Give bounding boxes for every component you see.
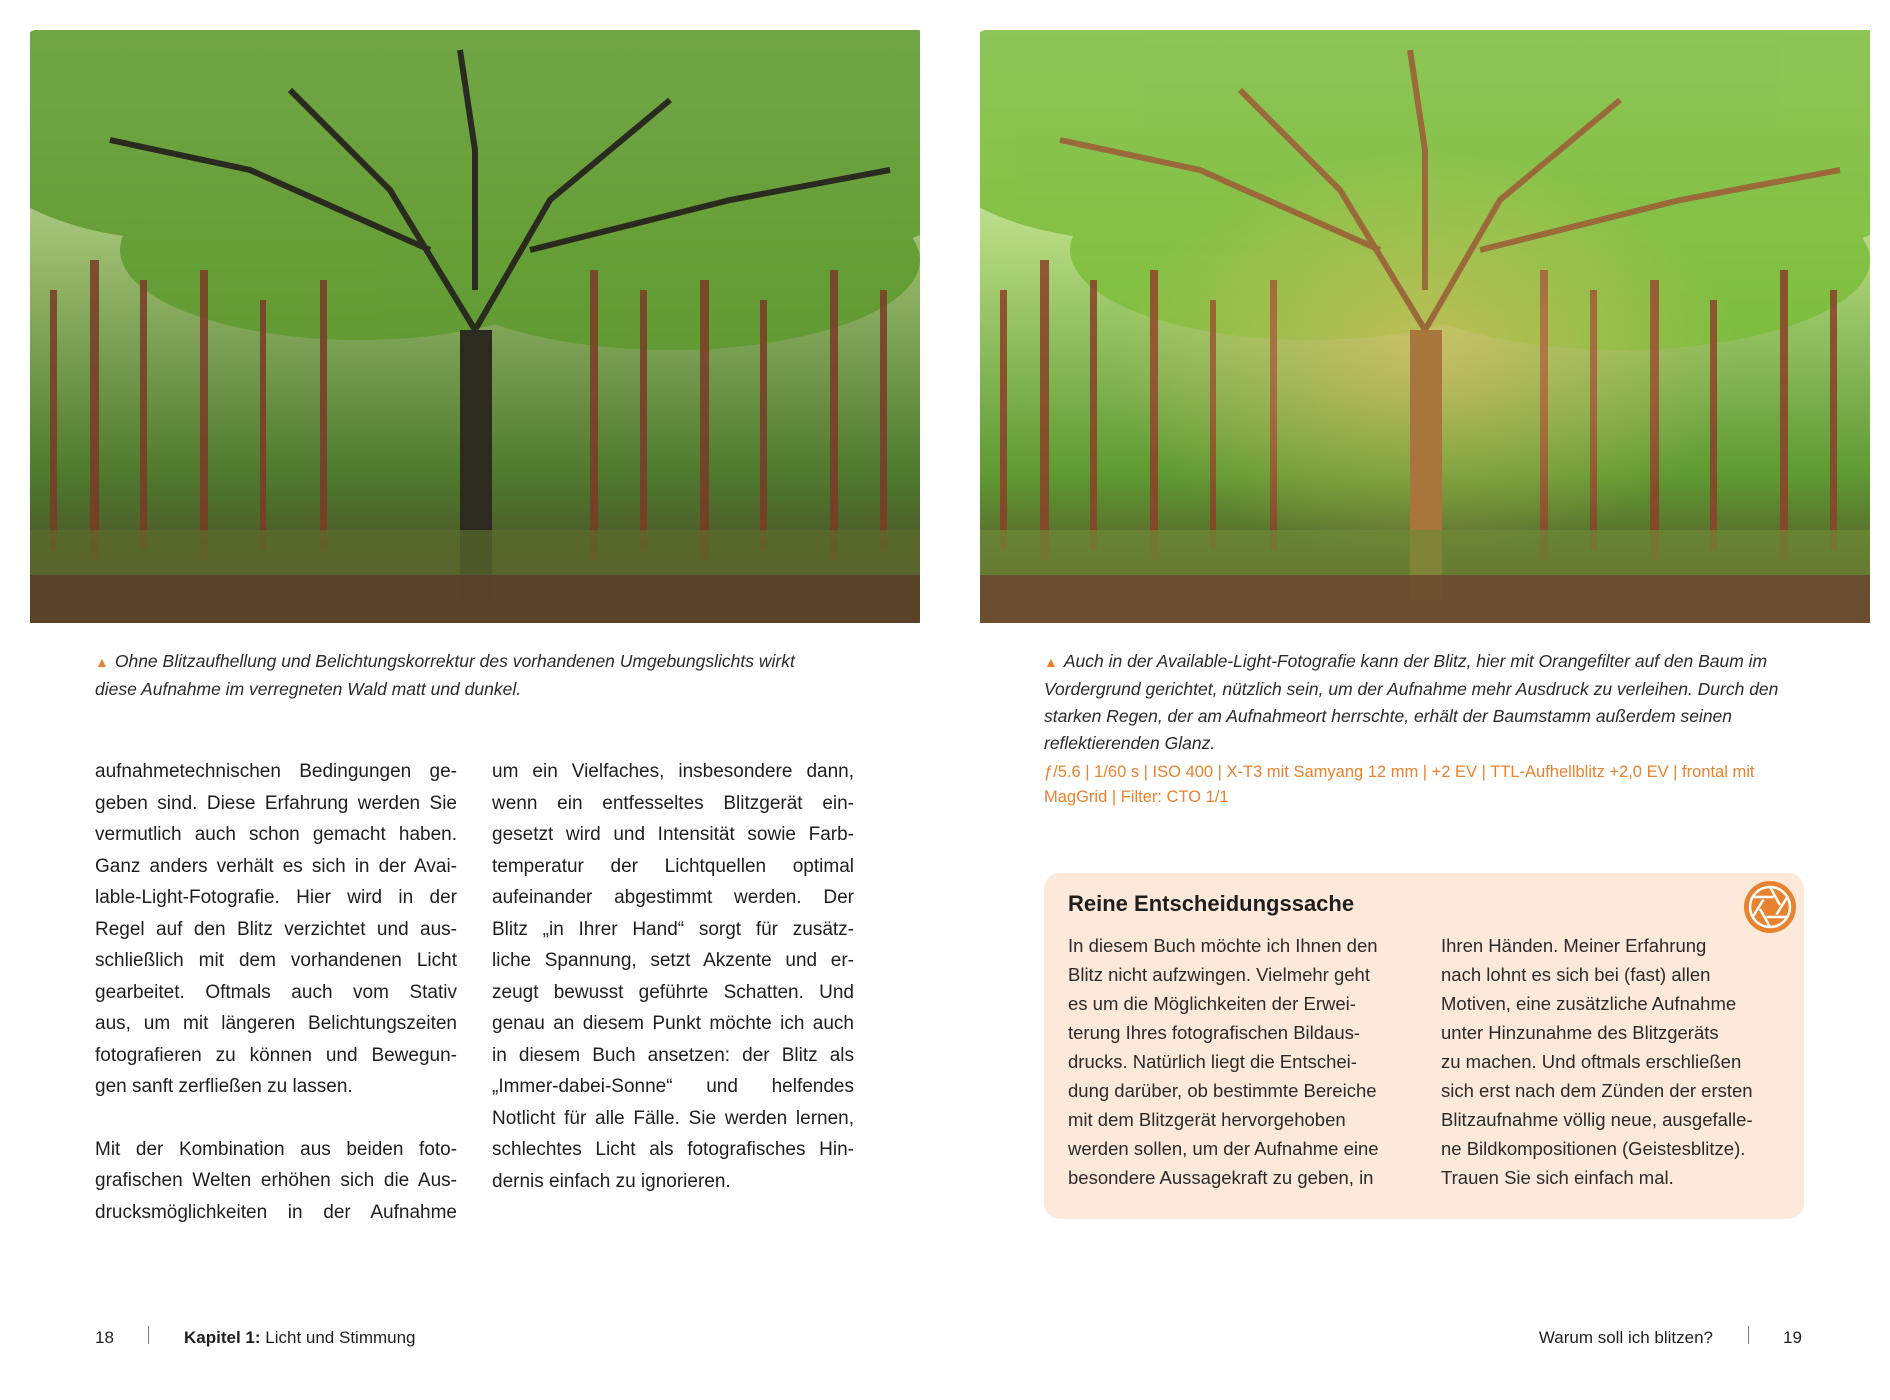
- text-line: fotografieren zu können und Bewegun-: [95, 1044, 457, 1066]
- text-line: zu machen. Und oftmals erschließen: [1441, 1051, 1742, 1072]
- text-line: in diesem Buch ansetzen: der Blitz als: [492, 1044, 854, 1066]
- text-line: nach lohnt es sich bei (fast) allen: [1441, 964, 1711, 985]
- text-line: drucks. Natürlich liegt die Entschei-: [1068, 1051, 1357, 1072]
- text-line: „Immer-dabei-Sonne“ und helfendes: [492, 1076, 854, 1097]
- caption-left: ▲ Ohne Blitzaufhellung und Belichtungskorrektur des vorhandenen Umgebungslichts wirkt diese Aufnahme im verregneten Wald matt und dunkel.: [95, 651, 795, 699]
- text-line: Blitzaufnahme völlig neue, ausgefalle-: [1441, 1109, 1753, 1130]
- text-line: schlechtes Licht als fotografisches Hin-: [492, 1139, 854, 1160]
- text-line: aufnahmetechnischen Bedingungen ge-: [95, 761, 457, 782]
- text-line: Ganz anders verhält es sich in der Avai-: [95, 855, 457, 877]
- text-line: aus, um mit längeren Belichtungszeiten: [95, 1013, 457, 1034]
- text-line: Blitz nicht aufzwingen. Vielmehr geht: [1068, 964, 1370, 985]
- info-box-title: Reine Entscheidungssache: [1068, 891, 1355, 916]
- text-line: es um die Möglichkeiten der Erwei-: [1068, 993, 1356, 1014]
- caption-right: ▲ Auch in der Available-Light-Fotografie kann der Blitz, hier mit Orangefilter auf den Baum im Vordergrund gerichtet, nützlich sein, um der Aufnahme mehr Ausdruck zu verleihen. Durch den starken Regen, der am Aufnahmeort herrschte, erhält der Baumstamm außerdem seinen reflektierenden Glanz.: [1044, 651, 1779, 753]
- text-line: besondere Aussagekraft zu geben, in: [1068, 1167, 1374, 1188]
- text-line: um ein Vielfaches, insbesondere dann,: [492, 761, 854, 782]
- aperture-icon: [1742, 879, 1798, 935]
- text-line: aufeinander abgestimmt werden. Der: [492, 887, 854, 908]
- text-line: vermutlich auch schon gemacht haben.: [95, 824, 457, 845]
- paragraph: [95, 756, 457, 1103]
- paragraph: [492, 756, 854, 1197]
- text-line: ne Bildkompositionen (Geistesblitze).: [1441, 1138, 1746, 1159]
- text-line: genau an diesem Punkt möchte ich auch: [492, 1013, 854, 1034]
- footer-separator: [148, 1326, 149, 1344]
- info-box-column-1: [1068, 931, 1423, 1192]
- footer-separator: [1748, 1326, 1749, 1344]
- text-line: Motiven, eine zusätzliche Aufnahme: [1441, 993, 1737, 1014]
- text-line: temperatur der Lichtquellen optimal: [492, 855, 854, 877]
- text-line: Mit der Kombination aus beiden foto-: [95, 1138, 457, 1160]
- text-line: lable-Light-Fotografie. Hier wird in der: [95, 887, 457, 908]
- forest-photo-without-flash: [30, 30, 920, 623]
- text-line: Regel auf den Blitz verzichtet und aus-: [95, 918, 457, 940]
- text-line: gearbeitet. Oftmals auch vom Stativ: [95, 981, 457, 1003]
- triangle-up-icon: ▲: [95, 654, 109, 670]
- triangle-up-icon: ▲: [1044, 654, 1058, 670]
- text-line: Blitz „in Ihrer Hand“ sorgt für zusätz-: [492, 918, 854, 940]
- text-line: geben sind. Diese Erfahrung werden Sie: [95, 792, 457, 814]
- info-box: [1044, 873, 1804, 1219]
- text-line: Trauen Sie sich einfach mal.: [1441, 1167, 1674, 1188]
- section-heading: Warum soll ich blitzen?: [1538, 1328, 1713, 1347]
- text-line: werden sollen, um der Aufnahme eine: [1068, 1138, 1379, 1159]
- page-number-right: 19: [1783, 1328, 1802, 1347]
- forest-photo-with-flash: [980, 30, 1870, 623]
- text-line: wenn ein entfesseltes Blitzgerät ein-: [492, 792, 854, 814]
- exif-data: ƒ/5.6 | 1/60 s | ISO 400 | X-T3 mit Samyang 12 mm | +2 EV | TTL-Aufhellblitz +2,0 EV | frontal mit MagGrid | Filter: CTO 1/1: [1044, 763, 1755, 806]
- text-line: Ihren Händen. Meiner Erfahrung: [1441, 935, 1707, 956]
- chapter-heading: [184, 1328, 416, 1348]
- text-line: dernis einfach zu ignorieren.: [492, 1170, 731, 1192]
- text-line: Notlicht für alle Fälle. Sie werden lernen,: [492, 1107, 854, 1129]
- text-line: unter Hinzunahme des Blitzgeräts: [1441, 1022, 1719, 1043]
- text-line: sich erst nach dem Zünden der ersten: [1441, 1080, 1753, 1101]
- text-line: drucksmöglichkeiten in der Aufnahme: [95, 1201, 457, 1223]
- text-line: liche Spannung, setzt Akzente und er-: [492, 950, 854, 971]
- text-line: grafischen Welten erhöhen sich die Aus-: [95, 1170, 457, 1191]
- text-line: gesetzt wird und Intensität sowie Farb-: [492, 824, 854, 845]
- text-line: gen sanft zerfließen zu lassen.: [95, 1076, 353, 1097]
- body-column-1: [95, 756, 457, 1228]
- chapter-title: Licht und Stimmung: [265, 1328, 416, 1347]
- info-box-column-2: [1441, 931, 1796, 1192]
- text-line: terung Ihres fotografischen Bildaus-: [1068, 1022, 1361, 1043]
- text-line: In diesem Buch möchte ich Ihnen den: [1068, 935, 1378, 956]
- text-line: mit dem Blitzgerät hervorgehoben: [1068, 1109, 1346, 1130]
- page-number-left: 18: [95, 1328, 114, 1347]
- text-line: zeugt bewusst geführte Schatten. Und: [492, 981, 854, 1003]
- paragraph: [95, 1134, 457, 1229]
- text-line: schließlich mit dem vorhandenen Licht: [95, 950, 457, 971]
- text-line: dung darüber, ob bestimmte Bereiche: [1068, 1080, 1377, 1101]
- chapter-label: Kapitel 1:: [184, 1328, 261, 1347]
- body-column-2: [492, 756, 854, 1197]
